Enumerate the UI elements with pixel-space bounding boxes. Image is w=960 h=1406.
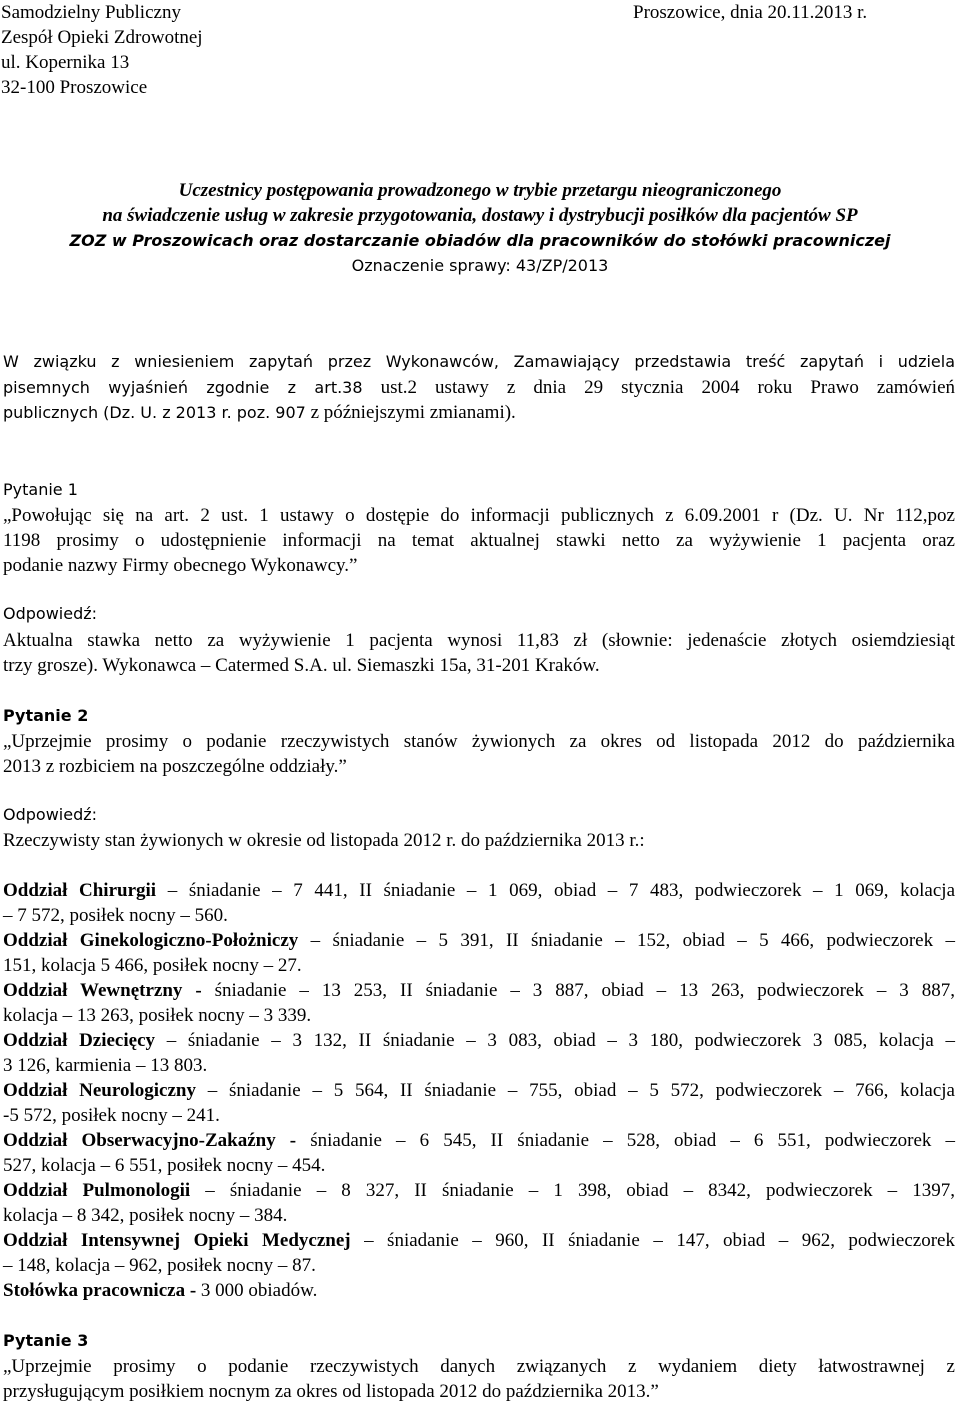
ward-meals: – śniadanie – 5 391, II śniadanie – 152, obiad – 5 466, podwieczorek – <box>310 930 955 951</box>
question-2-label: Pytanie 2 <box>3 706 89 725</box>
ward-name: Oddział Wewnętrzny - <box>3 980 202 1001</box>
intro-line-3 <box>3 402 516 424</box>
sender-line-2: Zespół Opieki Zdrowotnej <box>1 27 203 48</box>
question-1-line-1: „Powołując się na art. 2 ust. 1 ustawy o dostępie do informacji publicznych z 6.09.2001 r (Dz. U. Nr 112,poz <box>3 505 955 526</box>
ward-meals: – śniadanie – 8 327, II śniadanie – 1 398, obiad – 8342, podwieczorek – 1397, <box>205 1180 955 1201</box>
heading-line-2: na świadczenie usług w zakresie przygotowania, dostawy i dystrybucji posiłków dla pacjentów SP <box>102 205 858 226</box>
question-1-line-3: podanie nazwy Firmy obecnego Wykonawcy.” <box>3 555 358 576</box>
answer-2-label: Odpowiedź: <box>3 805 98 824</box>
ward-name: Oddział Chirurgii <box>3 880 157 901</box>
ward-meals: – śniadanie – 3 132, II śniadanie – 3 083, obiad – 3 180, podwieczorek 3 085, kolacja – <box>166 1030 955 1051</box>
ward-row-line-2: -5 572, posiłek nocny – 241. <box>3 1105 220 1126</box>
question-3-label: Pytanie 3 <box>3 1331 89 1350</box>
question-1-line-2: 1198 prosimy o udostępnienie informacji na temat aktualnej stawki netto za wyżywienie 1 pacjenta oraz <box>3 530 955 551</box>
ward-row-line-1 <box>3 980 955 1002</box>
answer-2-intro: Rzeczywisty stan żywionych w okresie od listopada 2012 r. do października 2013 r.: <box>3 830 645 851</box>
ward-row-line-1 <box>3 930 955 952</box>
ward-meals: – śniadanie – 960, II śniadanie – 147, obiad – 962, podwieczorek <box>364 1230 955 1251</box>
intro-line-1: W związku z wniesieniem zapytań przez Wykonawców, Zamawiający przedstawia treść zapytań i udziela <box>3 352 955 371</box>
sender-line-1: Samodzielny Publiczny <box>1 2 181 23</box>
ward-row-line-1 <box>3 1030 955 1052</box>
question-2-line-1: „Uprzejmie prosimy o podanie rzeczywistych stanów żywionych za okres od listopada 2012 do października <box>3 731 955 752</box>
question-3-line-1: „Uprzejmie prosimy o podanie rzeczywistych danych związanych z wydaniem diety łatwostrawnej z <box>3 1356 955 1377</box>
ward-row-line-1 <box>3 1230 955 1252</box>
ward-row-line-2: – 7 572, posiłek nocny – 560. <box>3 905 228 926</box>
ward-meals: – śniadanie – 7 441, II śniadanie – 1 069, obiad – 7 483, podwieczorek – 1 069, kolacja <box>167 880 955 901</box>
ward-row-line-2: kolacja – 13 263, posiłek nocny – 3 339. <box>3 1005 312 1026</box>
ward-name: Oddział Intensywnej Opieki Medycznej <box>3 1230 351 1251</box>
document-date: Proszowice, dnia 20.11.2013 r. <box>633 2 868 23</box>
ward-row-line-2: 3 126, karmienia – 13 803. <box>3 1055 208 1076</box>
answer-1-line-2: trzy grosze). Wykonawca – Catermed S.A. ul. Siemaszki 15a, 31-201 Kraków. <box>3 655 600 676</box>
intro-line-2 <box>3 377 955 399</box>
ward-row-line-1 <box>3 880 955 902</box>
heading-line-1: Uczestnicy postępowania prowadzonego w trybie przetargu nieograniczonego <box>178 180 782 201</box>
ward-meals: śniadanie – 6 545, II śniadanie – 528, obiad – 6 551, podwieczorek – <box>310 1130 956 1151</box>
ward-row-line-1 <box>3 1080 955 1102</box>
ward-name: Oddział Ginekologiczno-Położniczy <box>3 930 299 951</box>
question-1-label: Pytanie 1 <box>3 480 78 499</box>
ward-row-line-1 <box>3 1180 955 1202</box>
case-reference: Oznaczenie sprawy: 43/ZP/2013 <box>351 256 609 275</box>
ward-name: Oddział Neurologiczny <box>3 1080 196 1101</box>
ward-name: Oddział Pulmonologii <box>3 1180 191 1201</box>
canteen-name: Stołówka pracownicza - <box>3 1280 197 1301</box>
ward-row-line-2: 527, kolacja – 6 551, posiłek nocny – 454. <box>3 1155 326 1176</box>
answer-1-line-1: Aktualna stawka netto za wyżywienie 1 pacjenta wynosi 11,83 zł (słownie: jedenaście złotych osiemdziesiąt <box>3 630 955 651</box>
intro-line-2-a: pisemnych wyjaśnień zgodnie z art.38 <box>3 378 363 397</box>
ward-row-line-2: 151, kolacja 5 466, posiłek nocny – 27. <box>3 955 302 976</box>
question-3-line-2: przysługującym posiłkiem nocnym za okres od listopada 2012 do października 2013.” <box>3 1381 659 1402</box>
question-2-line-2: 2013 z rozbiciem na poszczególne oddziały.” <box>3 756 347 777</box>
canteen-value: 3 000 obiadów. <box>200 1280 318 1301</box>
ward-meals: – śniadanie – 5 564, II śniadanie – 755, obiad – 5 572, podwieczorek – 766, kolacja <box>207 1080 955 1101</box>
ward-row-line-2: kolacja – 8 342, posiłek nocny – 384. <box>3 1205 288 1226</box>
answer-1-label: Odpowiedź: <box>3 604 98 623</box>
ward-name: Oddział Dziecięcy <box>3 1030 156 1051</box>
sender-line-3: ul. Kopernika 13 <box>1 52 130 73</box>
intro-line-3-a: publicznych (Dz. U. z 2013 r. poz. 907 <box>3 403 306 422</box>
sender-line-4: 32-100 Proszowice <box>1 77 148 98</box>
ward-row-line-2: – 148, kolacja – 962, posiłek nocny – 87. <box>3 1255 316 1276</box>
ward-meals: śniadanie – 13 253, II śniadanie – 3 887, obiad – 13 263, podwieczorek – 3 887, <box>214 980 955 1001</box>
intro-line-3-b: z późniejszymi zmianami). <box>310 402 516 423</box>
ward-row-line-1 <box>3 1130 955 1152</box>
ward-name: Oddział Obserwacyjno-Zakaźny - <box>3 1130 297 1151</box>
intro-line-2-b: ust.2 ustawy z dnia 29 stycznia 2004 roku Prawo zamówień <box>380 377 956 398</box>
heading-line-3: ZOZ w Proszowicach oraz dostarczanie obiadów dla pracowników do stołówki pracowniczej <box>69 231 891 250</box>
canteen-row <box>3 1280 317 1302</box>
